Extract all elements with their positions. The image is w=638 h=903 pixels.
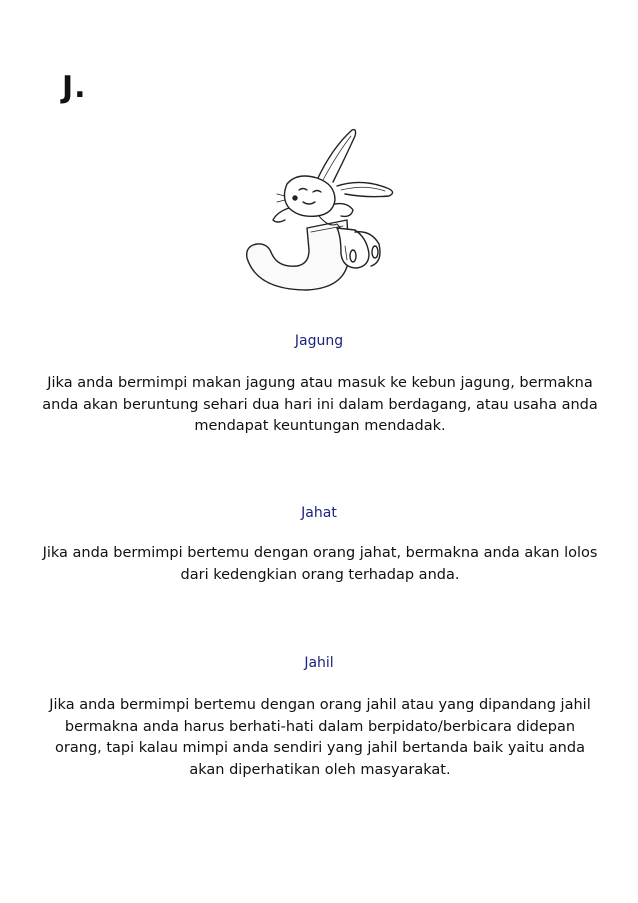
entry-body-jahil: Jika anda bermimpi bertemu dengan orang jahil atau yang dipandang jahil bermakna anda harus berhati-hati dalam berpidato/berbicara didepan orang, tapi kalau mimpi anda sendiri yang jahil bertanda baik yaitu anda akan diperhatikan oleh masyarakat. — [49, 697, 591, 778]
entry-body-jagung: Jika anda bermimpi makan jagung atau masuk ke kebun jagung, bermakna anda akan beruntung sehari dua hari ini dalam berdagang, atau usaha anda mendapat keuntungan mendadak. — [42, 375, 598, 434]
rabbit-drawing-icon — [237, 128, 399, 292]
section-letter-heading: J. — [62, 70, 87, 105]
entry-title-jagung: Jagung — [294, 333, 344, 349]
entry-body-jahat: Jika anda bermimpi bertemu dengan orang jahat, bermakna anda akan lolos dari kedengkian orang terhadap anda. — [42, 545, 598, 583]
entry-title-jahil: Jahil — [304, 655, 334, 671]
rabbit-letter-j-illustration — [237, 128, 399, 292]
entry-title-jahat: Jahat — [301, 505, 337, 521]
